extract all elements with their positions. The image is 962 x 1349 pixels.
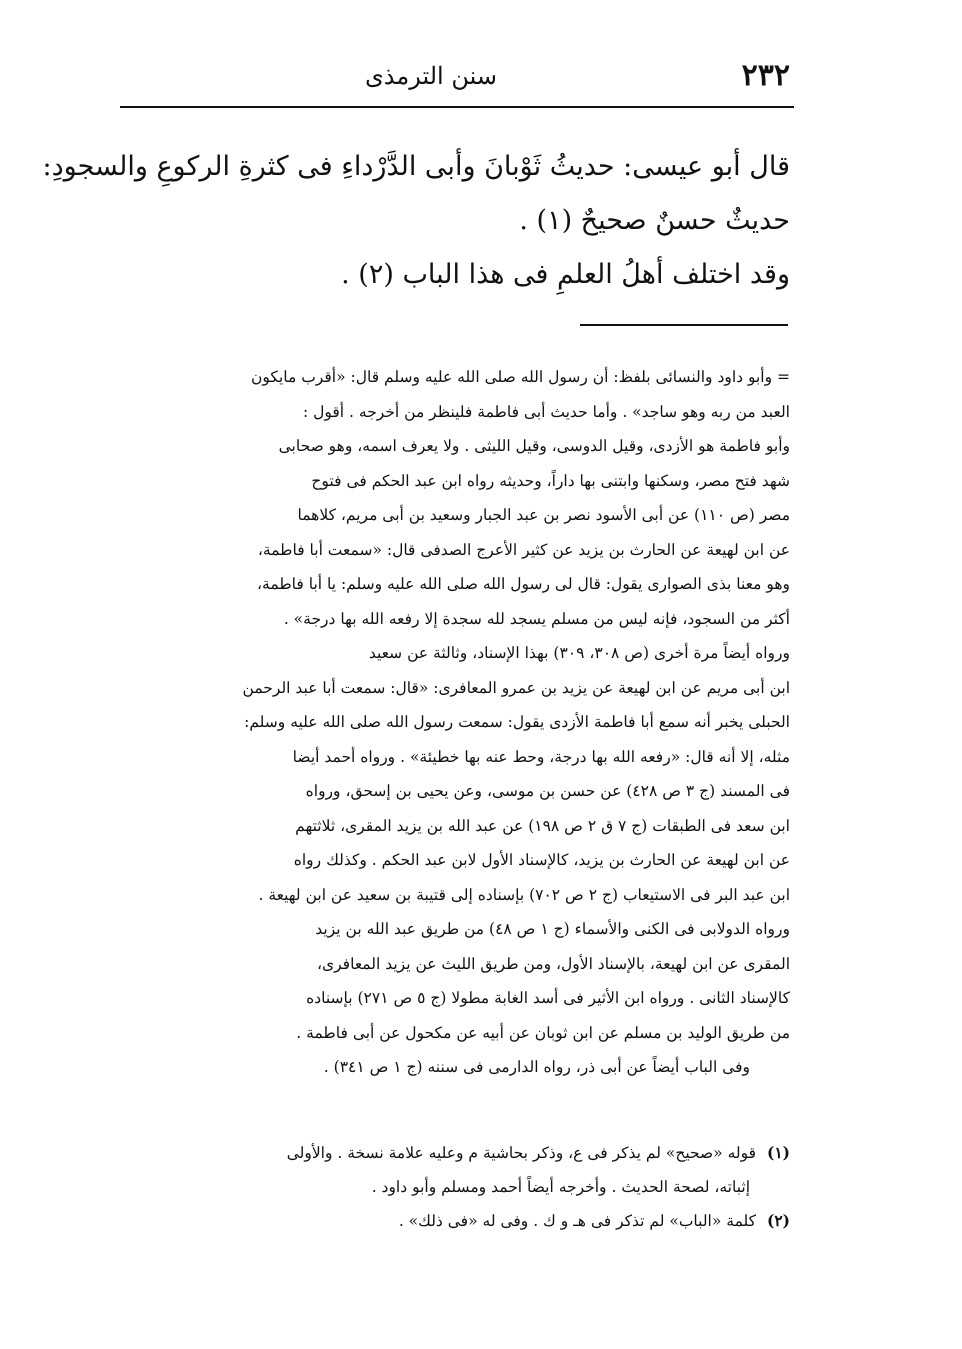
footnote-line: ورواه الدولابى فى الكنى والأسماء (ج ١ ص ٤٨) من طريق عبد الله بن يزيد xyxy=(315,920,790,938)
footnote-line: عن ابن لهيعة عن الحارث بن يزيد، كالإسناد الأول لابن عبد الحكم . وكذلك رواه xyxy=(293,851,790,869)
footnote-line: أكثر من السجود، فإنه ليس من مسلم يسجد لله سجدة إلا رفعه الله بها درجة» . xyxy=(283,609,790,628)
footnote-line: المقرى عن ابن لهيعة، بالإسناد الأول، ومن طريق الليث عن يزيد المعافرى، xyxy=(317,954,790,973)
footnote-line: ابن عبد البر فى الاستيعاب (ج ٢ ص ٧٠٢) بإسناده إلى قتيبة بن سعيد عن ابن لهيعة . xyxy=(258,885,790,904)
footnote-line: وفى الباب أيضاً عن أبى ذر، رواه الدارمى فى سننه (ج ١ ص ٣٤١) . xyxy=(323,1058,750,1076)
note-text: كلمة «الباب» لم تذكر فى هـ و ك . وفى له «فى ذلك» . xyxy=(398,1212,757,1230)
note-text: قوله «صحيح» لم يذكر فى ع، وذكر بحاشية م وعليه علامة نسخة . والأولى xyxy=(286,1144,757,1162)
footnote-line: مثله، إلا أنه قال: «رفعه الله بها درجة، وحط عنه بها خطيئة» . ورواه أحمد أيضا xyxy=(292,747,790,766)
footnote-separator xyxy=(580,324,788,326)
footnote-line: وأبو فاطمة هو الأزدى، وقيل الدوسى، وقيل الليثى . ولا يعرف اسمه، وهو صحابى xyxy=(278,437,790,455)
footnote-line: الحبلى يخبر أنه سمع أبا فاطمة الأزدى يقول: سمعت رسول الله صلى الله عليه وسلم: xyxy=(244,713,790,731)
note-marker: (١) xyxy=(766,1143,790,1162)
footnote-line: = وأبو داود والنسائى بلفظ: أن رسول الله صلى الله عليه وسلم قال: «أقرب مايكون xyxy=(251,368,790,386)
footnote-line: شهد فتح مصر، وسكنها وابتنى بها داراً، وحديثه رواه ابن عبد الحكم فى فتوح xyxy=(311,471,790,490)
note-2 xyxy=(120,1204,790,1238)
footnote-continuation xyxy=(120,360,790,1085)
footnote-line: عن ابن لهيعة عن الحارث بن يزيد عن كثير الأعرج الصدفى قال: «سمعت أبا فاطمة، xyxy=(257,540,790,559)
note-marker: (٢) xyxy=(766,1211,790,1230)
footnote-line: فى المسند (ج ٣ ص ٤٢٨) عن حسن بن موسى، وعن يحيى بن إسحق، ورواه xyxy=(305,782,790,800)
main-line: قال أبو عيسى: حديثُ ثَوْبانَ وأبى الدَّرْداءِ فى كثرةِ الركوعِ والسجودِ: xyxy=(42,151,790,182)
footnote-line: العبد من ربه وهو ساجد» . وأما حديث أبى فاطمة فلينظر من أخرجه . أقول : xyxy=(302,402,790,421)
page-number: ٢٣٢ xyxy=(741,58,790,93)
running-title: سنن الترمذى xyxy=(365,62,497,90)
main-text xyxy=(42,140,790,302)
footnote-line: ورواه أيضاً مرة أخرى (ص ٣٠٨، ٣٠٩) بهذا الإسناد، وثالثة عن سعيد xyxy=(368,644,790,662)
footnote-line: ابن سعد فى الطبقات (ج ٧ ق ٢ ص ١٩٨) عن عبد الله بن يزيد المقرى، ثلاثتهم xyxy=(295,816,790,835)
main-line: حديثٌ حسنٌ صحيحٌ (١) . xyxy=(519,205,790,236)
note-1-continuation: إثباته، لصحة الحديث . وأخرجه أيضاً أحمد ومسلم وأبو داود . xyxy=(371,1178,750,1196)
page-notes xyxy=(120,1136,790,1238)
footnote-line: وهو معنا بذى الصوارى يقول: قال لى رسول الله صلى الله عليه وسلم: يا أبا فاطمة، xyxy=(257,575,790,593)
header-rule xyxy=(120,106,794,108)
footnote-line: ابن أبى مريم عن ابن لهيعة عن يزيد بن عمرو المعافرى: «قال: سمعت أبا عبد الرحمن xyxy=(242,678,790,697)
footnote-line: مصر (ص ١١٠) عن أبى الأسود نصر بن عبد الجبار وسعيد بن أبى مريم، كلاهما xyxy=(297,506,790,524)
footnote-line: من طريق الوليد بن مسلم عن ابن ثوبان عن أبيه عن مكحول عن أبى فاطمة . xyxy=(296,1023,790,1042)
footnote-line: كالإسناد الثانى . ورواه ابن الأثير فى أسد الغابة مطولا (ج ٥ ص ٢٧١) بإسناده xyxy=(306,989,790,1007)
note-1 xyxy=(120,1136,790,1170)
main-line: وقد اختلف أهلُ العلمِ فى هذا الباب (٢) . xyxy=(341,259,790,290)
page-header xyxy=(120,58,790,106)
